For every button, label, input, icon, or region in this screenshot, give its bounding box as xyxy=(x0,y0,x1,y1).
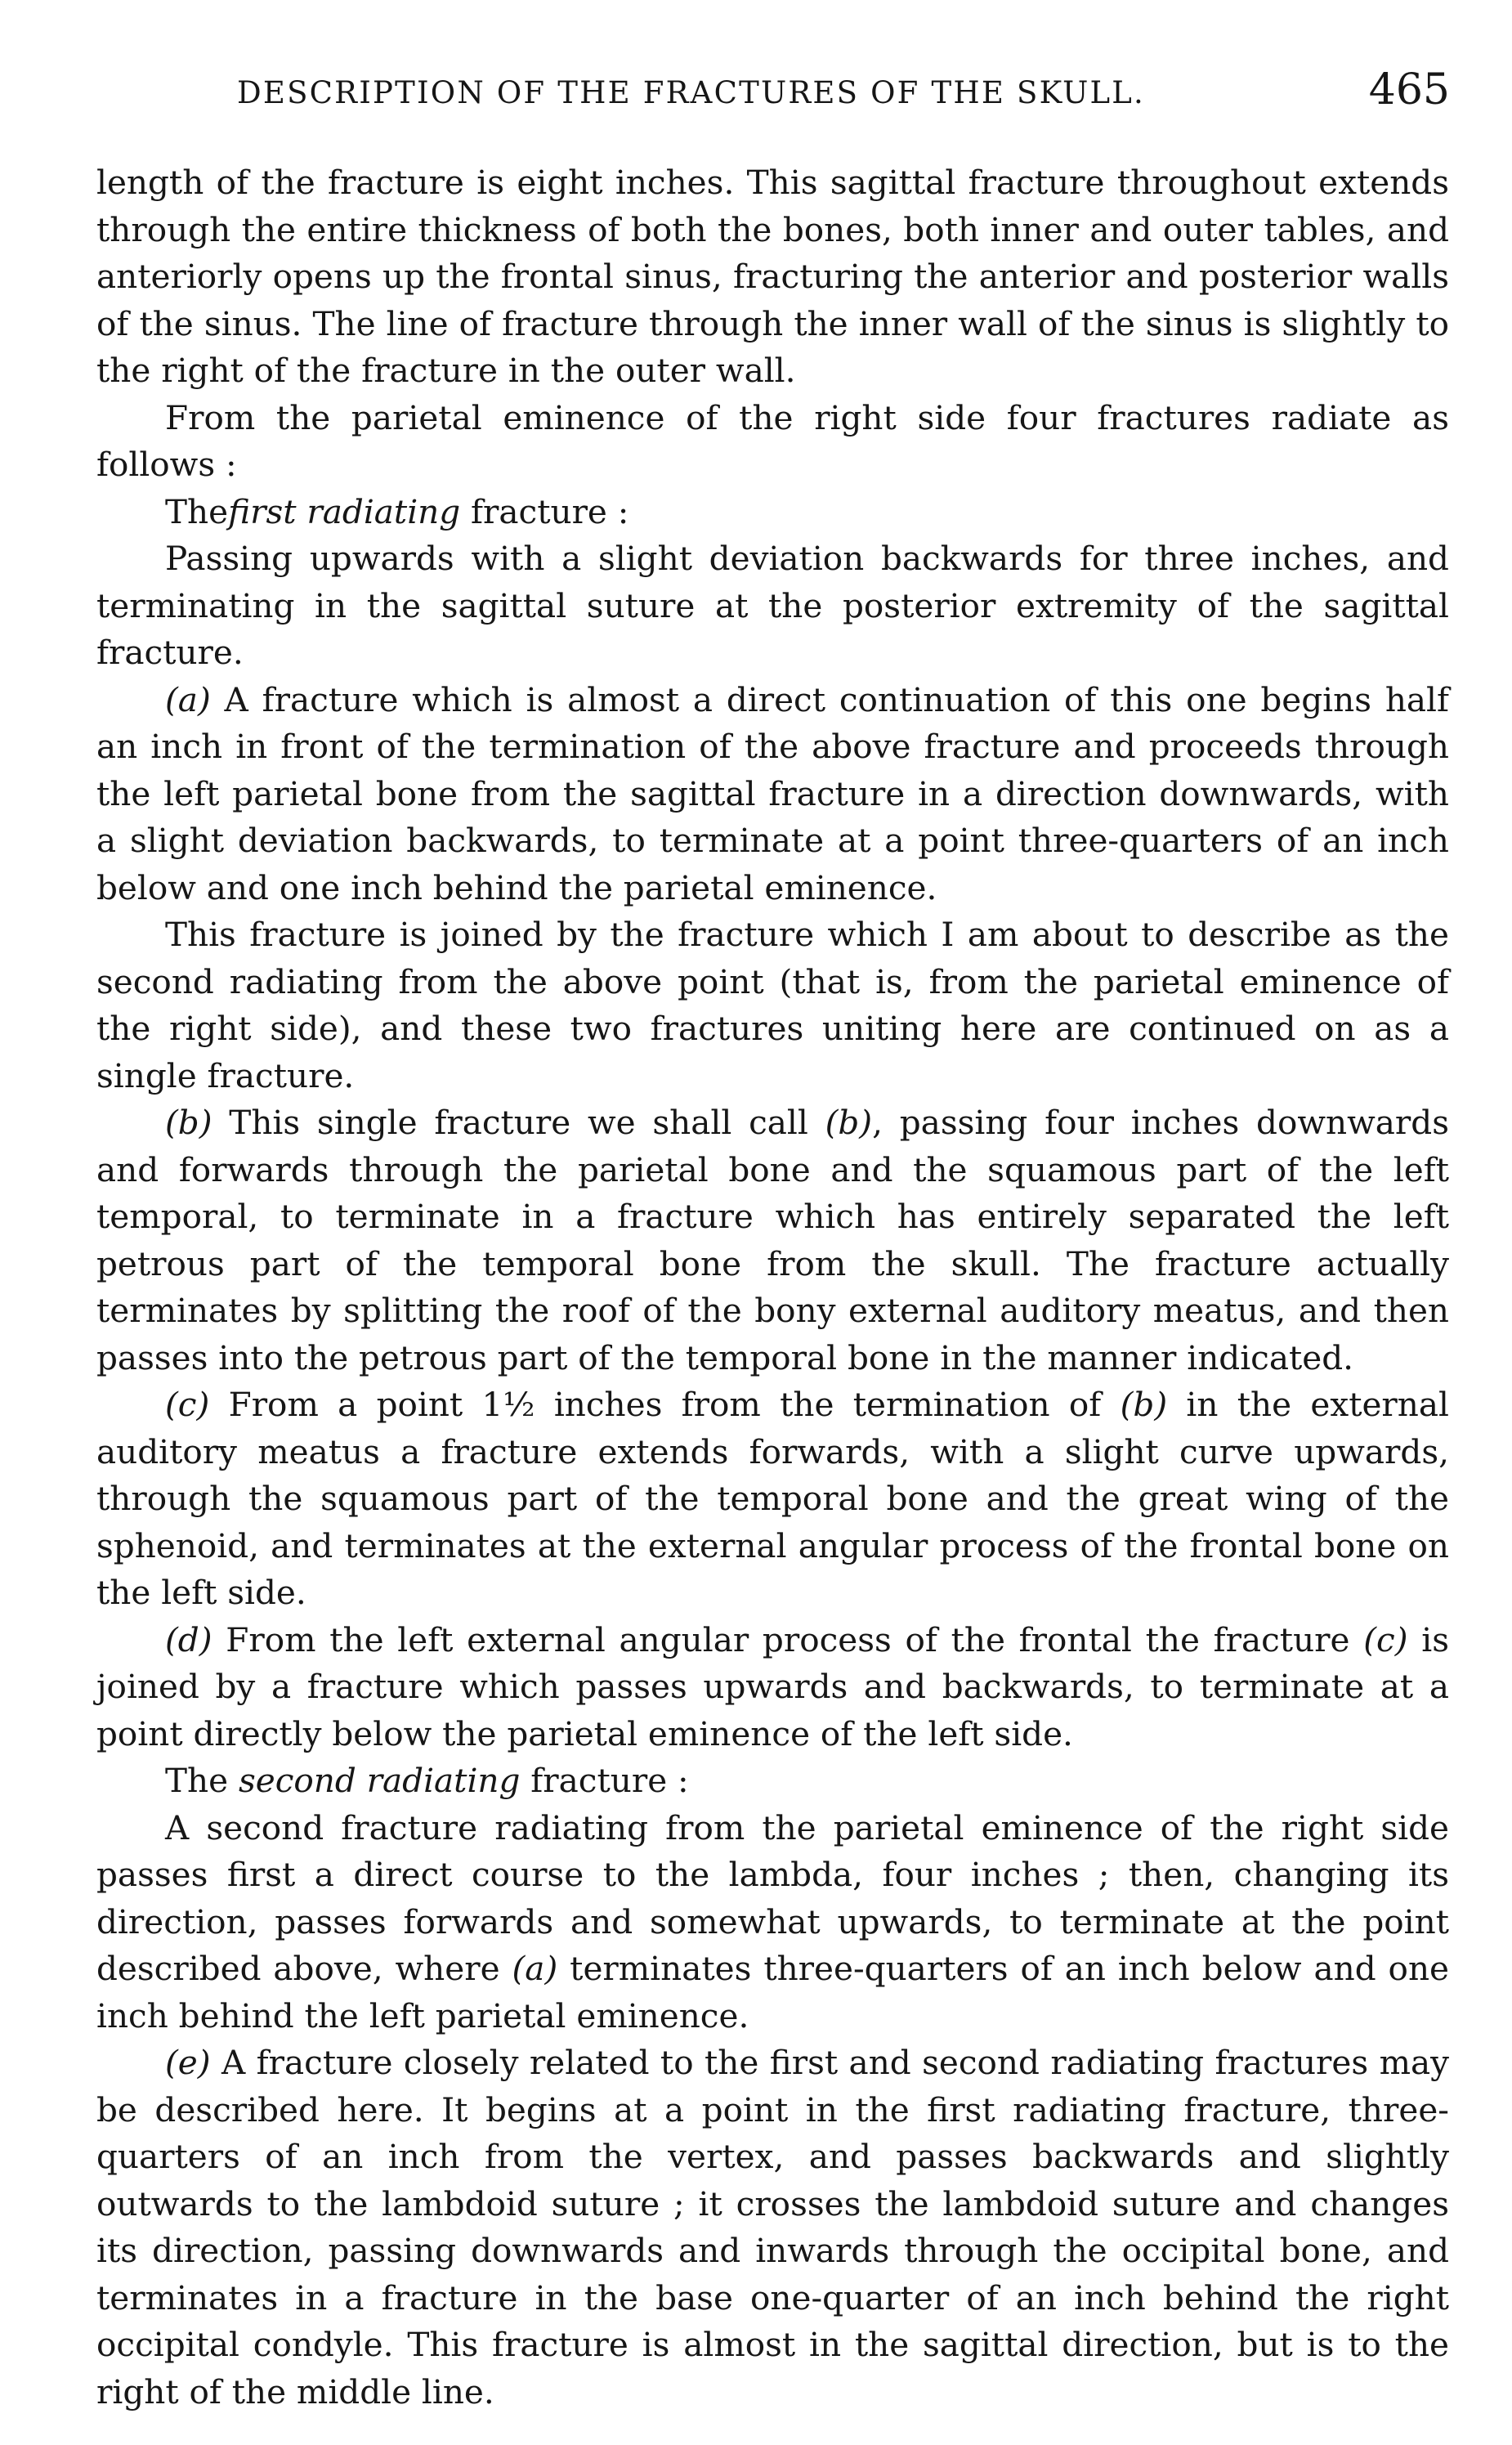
paragraph-c-text-a: From a point 1½ inches from the termination of xyxy=(209,1385,1121,1424)
label-c-inline: (b) xyxy=(1120,1385,1168,1424)
subheading-italic: first radiating xyxy=(228,491,461,531)
paragraph-joined: This fracture is joined by the fracture which I am about to describe as the second radiating from the above point (that is, from the parietal eminence of the right side), and these two fractures uniting here are continued on as a single fracture. xyxy=(96,915,1449,1095)
label-d: (d) xyxy=(165,1619,212,1659)
label-d-inline: (c) xyxy=(1363,1619,1408,1659)
paragraph-first-radiating: Passing upwards with a slight deviation backwards for three inches, and terminating in the sagittal suture at the posterior extremity of the sagittal fracture. xyxy=(96,539,1449,672)
label-a-inline: (a) xyxy=(512,1949,558,1988)
subheading-rest: fracture : xyxy=(460,491,629,531)
label-b: (b) xyxy=(165,1103,212,1142)
paragraph-b-text-b: , passing four inches downwards and forwards through the parietal bone and the squamous part of the left temporal, to terminate in a fracture which has entirely separated the left petrous part of the temporal bone from the skull. The fracture actually terminates by splitting the roof of the bony external auditory meatus, and then passes into the petrous part of the temporal bone in the manner indicated. xyxy=(96,1103,1449,1377)
paragraph-b xyxy=(96,1099,1449,1381)
running-title: DESCRIPTION OF THE FRACTURES OF THE SKULL. xyxy=(237,75,1145,110)
paragraph-d-text-b: is joined by a fracture which passes upwards and backwards, to terminate at a point directly below the parietal eminence of the left side. xyxy=(96,1619,1449,1753)
subheading-rest: fracture : xyxy=(520,1761,689,1800)
label-a: (a) xyxy=(165,679,211,719)
subheading-italic: second radiating xyxy=(238,1761,521,1800)
paragraph-second-radiating xyxy=(96,1805,1449,2040)
paragraph-d xyxy=(96,1617,1449,1758)
page-header xyxy=(0,65,1512,131)
label-e: (e) xyxy=(165,2043,211,2082)
paragraph-b-text-a: This single fracture we shall call xyxy=(212,1103,825,1142)
paragraph-second-text-a: A second fracture radiating from the parietal eminence of the right side passes first a direct course to the lambda, four inches ; then, changing its direction, passes forwards and somewhat upwards, to terminate at the point described above, where xyxy=(96,1807,1449,1988)
paragraph-a-text: A fracture which is almost a direct continuation of this one begins half an inch in front of the termination of the above fracture and proceeds through the left parietal bone from the sagittal fracture in a direction downwards, with a slight deviation backwards, to terminate at a point three-quarters of an inch below and one inch behind the parietal eminence. xyxy=(96,679,1449,907)
paragraph-c-text-b: in the external auditory meatus a fracture extends forwards, with a slight curve upwards, through the squamous part of the temporal bone and the great wing of the sphenoid, and terminates at the external angular process of the frontal bone on the left side. xyxy=(96,1385,1449,1612)
label-c: (c) xyxy=(165,1385,210,1424)
page-number: 465 xyxy=(1368,65,1450,114)
paragraph-c xyxy=(96,1381,1449,1617)
label-b-inline: (b) xyxy=(825,1103,873,1142)
subheading-lead: The xyxy=(165,1761,239,1800)
subheading-lead: The xyxy=(165,491,229,531)
paragraph-second-text-b: terminates three-quarters of an inch below and one inch behind the left parietal eminence. xyxy=(96,1949,1449,2035)
paragraph-d-text-a: From the left external angular process of the frontal the fracture xyxy=(212,1619,1364,1659)
paragraph-e xyxy=(96,2040,1449,2416)
paragraph-e-text: A fracture closely related to the first and second radiating fractures may be described here. It begins at a point in the first radiating fracture, three-quarters of an inch from the vertex, and passes backwards and slightly outwards to the lambdoid suture ; it crosses the lambdoid suture and changes its direction, passing downwards and inwards through the occipital bone, and terminates in a fracture in the base one-quarter of an inch behind the right occipital condyle. This fracture is almost in the sagittal direction, but is to the right of the middle line. xyxy=(96,2043,1449,2411)
subheading-second-radiating xyxy=(96,1758,1449,1805)
paragraph-a xyxy=(96,677,1449,912)
subheading-first-radiating xyxy=(96,489,1449,536)
paragraph-continuation: length of the fracture is eight inches. This sagittal fracture throughout extends through the entire thickness of both the bones, both inner and outer tables, and anteriorly opens up the frontal sinus, fracturing the anterior and posterior walls of the sinus. The line of fracture through the inner wall of the sinus is slightly to the right of the fracture in the outer wall. xyxy=(96,163,1449,390)
paragraph-radiating-intro: From the parietal eminence of the right side four fractures radiate as follows : xyxy=(96,397,1449,484)
body-text xyxy=(96,159,1449,2416)
